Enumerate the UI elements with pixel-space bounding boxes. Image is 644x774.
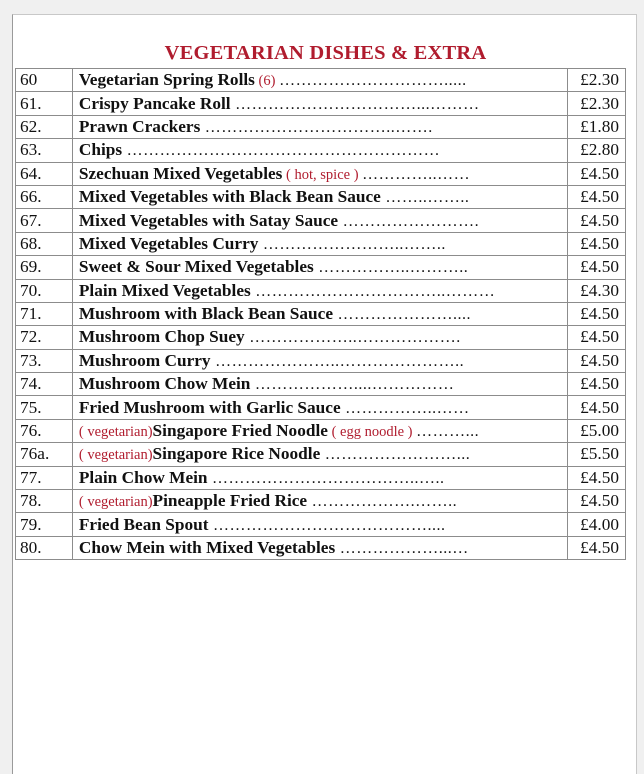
item-note: ( hot, spice ): [282, 166, 363, 183]
menu-row: [16, 349, 626, 372]
item-description: [72, 139, 567, 162]
item-number: 60: [16, 69, 73, 92]
leader-dots: ………………....……………: [250, 376, 455, 394]
item-name: Mixed Vegetables Curry: [78, 233, 259, 253]
item-description: [72, 162, 567, 185]
menu-row: [16, 209, 626, 232]
menu-table: [15, 68, 626, 560]
item-name: Vegetarian Spring Rolls: [78, 70, 255, 90]
item-number: 62.: [16, 115, 73, 138]
item-description: [72, 513, 567, 536]
item-name: Fried Bean Spout: [78, 514, 209, 534]
menu-row: [16, 139, 626, 162]
leader-dots: …………..……: [362, 165, 471, 183]
item-note: ( egg noodle ): [327, 424, 417, 441]
menu-row: [16, 256, 626, 279]
item-price: £4.00: [568, 513, 626, 536]
item-name: Mixed Vegetables with Black Bean Sauce: [78, 187, 381, 207]
leader-dots: ………………………………..…..: [207, 469, 445, 487]
leader-dots: ……………………..……..: [258, 235, 446, 253]
leader-dots: …………………....: [333, 306, 471, 324]
item-name: Plain Mixed Vegetables: [78, 280, 251, 300]
item-number: 66.: [16, 185, 73, 208]
item-description: [72, 232, 567, 255]
item-description: [72, 490, 567, 513]
menu-row: [16, 396, 626, 419]
menu-row: [16, 373, 626, 396]
item-price: £4.50: [568, 326, 626, 349]
item-number: 64.: [16, 162, 73, 185]
menu-row: [16, 490, 626, 513]
item-name: Chow Mein with Mixed Vegetables: [78, 538, 336, 557]
item-price: £1.80: [568, 115, 626, 138]
item-price: £2.80: [568, 139, 626, 162]
leader-dots: ……………………………..…….: [200, 118, 433, 136]
item-name: Plain Chow Mein: [78, 467, 208, 487]
item-price: £4.50: [568, 349, 626, 372]
item-number: 77.: [16, 466, 73, 489]
item-name: Prawn Crackers: [78, 116, 201, 136]
item-number: 73.: [16, 349, 73, 372]
item-price: £4.50: [568, 209, 626, 232]
leader-dots: ……………..………..: [313, 259, 469, 277]
leader-dots: ……………………...: [320, 446, 471, 464]
item-description: [72, 115, 567, 138]
item-description: [72, 279, 567, 302]
item-number: 79.: [16, 513, 73, 536]
item-price: £4.50: [568, 466, 626, 489]
item-name: Pineapple Fried Rice: [152, 491, 308, 511]
item-description: [72, 209, 567, 232]
leader-dots: ………………………….....: [279, 72, 467, 90]
item-price: £5.00: [568, 419, 626, 442]
item-price: £4.50: [568, 185, 626, 208]
item-description: [72, 536, 567, 559]
item-note: (6): [254, 73, 280, 90]
menu-row: [16, 536, 626, 559]
leader-dots: ……………..……: [340, 399, 470, 417]
item-description: [72, 302, 567, 325]
item-description: [72, 92, 567, 115]
menu-row: [16, 115, 626, 138]
item-price: £4.50: [568, 396, 626, 419]
item-prefix: ( vegetarian): [78, 494, 153, 511]
item-price: £4.50: [568, 302, 626, 325]
item-prefix: ( vegetarian): [78, 424, 153, 441]
item-price: £4.50: [568, 162, 626, 185]
leader-dots: ………………..……………….: [244, 329, 461, 347]
item-description: [72, 466, 567, 489]
menu-row: [16, 419, 626, 442]
leader-dots: …………………………………....: [208, 516, 446, 534]
leader-dots: ……………………………...………: [230, 95, 480, 113]
item-description: [72, 419, 567, 442]
item-description: [72, 69, 567, 92]
item-number: 63.: [16, 139, 73, 162]
leader-dots: ……..……..: [380, 189, 470, 207]
leader-dots: ……………….……..: [307, 493, 458, 511]
item-name: Mushroom Chop Suey: [78, 327, 245, 347]
item-number: 72.: [16, 326, 73, 349]
item-description: [72, 185, 567, 208]
item-price: £2.30: [568, 92, 626, 115]
leader-dots: …………………….: [338, 212, 480, 230]
item-description: [72, 349, 567, 372]
leader-dots: ………...: [416, 423, 480, 441]
item-name: Mixed Vegetables with Satay Sauce: [78, 210, 339, 230]
item-prefix: ( vegetarian): [78, 447, 153, 464]
item-number: 76.: [16, 419, 73, 442]
item-number: 69.: [16, 256, 73, 279]
item-description: [72, 326, 567, 349]
item-name: Szechuan Mixed Vegetables: [78, 163, 283, 183]
item-number: 74.: [16, 373, 73, 396]
item-name: Mushroom Curry: [78, 350, 211, 370]
menu-row: [16, 513, 626, 536]
item-description: [72, 256, 567, 279]
menu-row: [16, 185, 626, 208]
item-description: [72, 373, 567, 396]
item-number: 71.: [16, 302, 73, 325]
item-name: Sweet & Sour Mixed Vegetables: [78, 257, 314, 277]
menu-row: [16, 232, 626, 255]
leader-dots: …………………………………………………: [122, 142, 441, 160]
item-name: Singapore Rice Noodle: [152, 444, 321, 464]
item-number: 61.: [16, 92, 73, 115]
menu-row: [16, 279, 626, 302]
item-name: Fried Mushroom with Garlic Sauce: [78, 397, 341, 417]
item-price: £4.50: [568, 232, 626, 255]
item-price: £5.50: [568, 443, 626, 466]
item-number: 76a.: [16, 443, 73, 466]
item-number: 70.: [16, 279, 73, 302]
item-name: Mushroom Chow Mein: [78, 374, 251, 394]
item-number: 68.: [16, 232, 73, 255]
menu-page: [12, 14, 637, 774]
item-name: Chips: [78, 140, 123, 160]
item-description: [72, 396, 567, 419]
item-price: £4.50: [568, 490, 626, 513]
item-price: £4.50: [568, 373, 626, 396]
item-number: 67.: [16, 209, 73, 232]
item-name: Singapore Fried Noodle: [152, 421, 328, 441]
item-price: £2.30: [568, 69, 626, 92]
menu-row: [16, 69, 626, 92]
item-price: £4.50: [568, 536, 626, 559]
item-price: £4.50: [568, 256, 626, 279]
leader-dots: ………………...…: [335, 540, 469, 557]
menu-row: [16, 92, 626, 115]
item-name: Crispy Pancake Roll: [78, 93, 231, 113]
menu-row: [16, 302, 626, 325]
item-number: 75.: [16, 396, 73, 419]
menu-title: VEGETARIAN DISHES & EXTRA: [164, 42, 487, 64]
leader-dots: ……………………………..………: [250, 282, 496, 300]
item-name: Mushroom with Black Bean Sauce: [78, 304, 333, 324]
item-number: 80.: [16, 536, 73, 559]
leader-dots: …………………..…………………..: [210, 352, 465, 370]
item-number: 78.: [16, 490, 73, 513]
menu-row: [16, 443, 626, 466]
item-description: [72, 443, 567, 466]
menu-row: [16, 162, 626, 185]
menu-row: [16, 466, 626, 489]
menu-row: [16, 326, 626, 349]
item-price: £4.30: [568, 279, 626, 302]
